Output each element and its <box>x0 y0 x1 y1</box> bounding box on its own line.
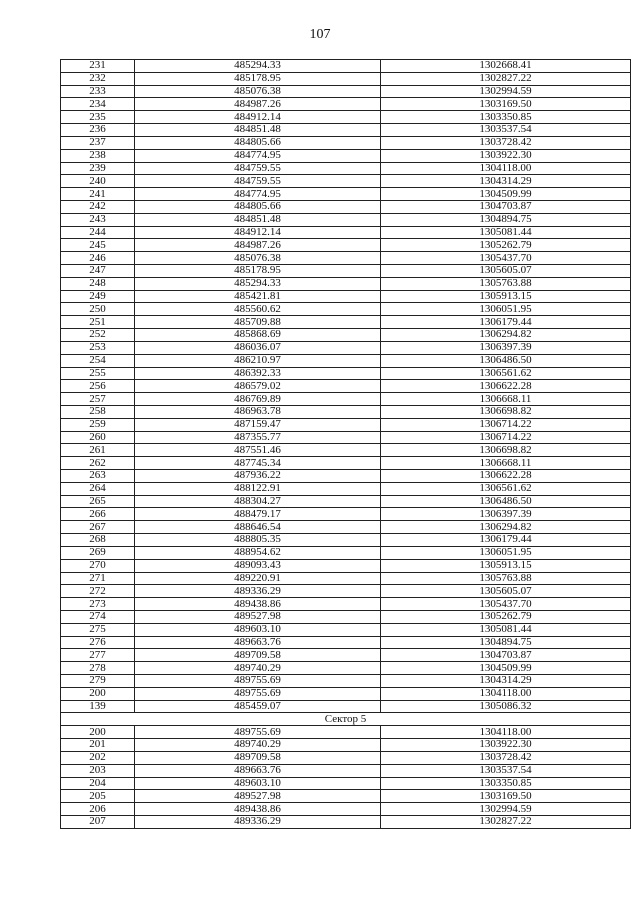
table-row <box>61 162 631 175</box>
table-row <box>61 726 631 739</box>
table-row <box>61 610 631 623</box>
y-coordinate: 1302668.41 <box>381 60 631 73</box>
page-number: 107 <box>309 27 331 42</box>
table-row <box>61 60 631 73</box>
y-coordinate: 1304314.29 <box>381 675 631 688</box>
y-coordinate: 1305086.32 <box>381 700 631 713</box>
point-number: 275 <box>61 623 135 636</box>
coordinates-table <box>60 59 631 829</box>
y-coordinate: 1305763.88 <box>381 277 631 290</box>
table-row <box>61 303 631 316</box>
y-coordinate: 1305605.07 <box>381 585 631 598</box>
table-row <box>61 265 631 278</box>
point-number: 264 <box>61 482 135 495</box>
x-coordinate: 487159.47 <box>135 418 381 431</box>
table-row <box>61 239 631 252</box>
x-coordinate: 488646.54 <box>135 521 381 534</box>
table-row <box>61 521 631 534</box>
x-coordinate: 487355.77 <box>135 431 381 444</box>
y-coordinate: 1304703.87 <box>381 649 631 662</box>
x-coordinate: 489709.58 <box>135 751 381 764</box>
table-row <box>61 136 631 149</box>
y-coordinate: 1305913.15 <box>381 290 631 303</box>
x-coordinate: 484805.66 <box>135 136 381 149</box>
point-number: 251 <box>61 316 135 329</box>
x-coordinate: 484912.14 <box>135 226 381 239</box>
y-coordinate: 1306179.44 <box>381 316 631 329</box>
y-coordinate: 1302827.22 <box>381 72 631 85</box>
x-coordinate: 489527.98 <box>135 610 381 623</box>
x-coordinate: 487551.46 <box>135 444 381 457</box>
point-number: 203 <box>61 764 135 777</box>
table-row <box>61 649 631 662</box>
y-coordinate: 1303537.54 <box>381 764 631 777</box>
table-row <box>61 111 631 124</box>
table-row <box>61 636 631 649</box>
table-row <box>61 623 631 636</box>
point-number: 272 <box>61 585 135 598</box>
point-number: 205 <box>61 790 135 803</box>
x-coordinate: 489755.69 <box>135 687 381 700</box>
point-number: 206 <box>61 803 135 816</box>
y-coordinate: 1305437.70 <box>381 598 631 611</box>
point-number: 253 <box>61 341 135 354</box>
point-number: 276 <box>61 636 135 649</box>
x-coordinate: 486036.07 <box>135 341 381 354</box>
y-coordinate: 1306179.44 <box>381 534 631 547</box>
y-coordinate: 1306714.22 <box>381 431 631 444</box>
y-coordinate: 1306622.28 <box>381 470 631 483</box>
x-coordinate: 489663.76 <box>135 636 381 649</box>
y-coordinate: 1306622.28 <box>381 380 631 393</box>
x-coordinate: 485560.62 <box>135 303 381 316</box>
point-number: 248 <box>61 277 135 290</box>
table-row <box>61 559 631 572</box>
table-row <box>61 393 631 406</box>
point-number: 238 <box>61 149 135 162</box>
table-row <box>61 598 631 611</box>
y-coordinate: 1306698.82 <box>381 405 631 418</box>
y-coordinate: 1302994.59 <box>381 803 631 816</box>
table-row <box>61 316 631 329</box>
x-coordinate: 489740.29 <box>135 739 381 752</box>
point-number: 244 <box>61 226 135 239</box>
x-coordinate: 486769.89 <box>135 393 381 406</box>
point-number: 256 <box>61 380 135 393</box>
y-coordinate: 1304509.99 <box>381 188 631 201</box>
point-number: 200 <box>61 726 135 739</box>
y-coordinate: 1303169.50 <box>381 790 631 803</box>
point-number: 242 <box>61 200 135 213</box>
table-row <box>61 803 631 816</box>
x-coordinate: 489755.69 <box>135 675 381 688</box>
y-coordinate: 1303537.54 <box>381 124 631 137</box>
point-number: 236 <box>61 124 135 137</box>
table-row <box>61 751 631 764</box>
table-row <box>61 546 631 559</box>
point-number: 243 <box>61 213 135 226</box>
x-coordinate: 485421.81 <box>135 290 381 303</box>
point-number: 202 <box>61 751 135 764</box>
table-row <box>61 585 631 598</box>
x-coordinate: 484805.66 <box>135 200 381 213</box>
point-number: 268 <box>61 534 135 547</box>
table-row <box>61 495 631 508</box>
point-number: 241 <box>61 188 135 201</box>
point-number: 259 <box>61 418 135 431</box>
table-row <box>61 213 631 226</box>
y-coordinate: 1306668.11 <box>381 393 631 406</box>
x-coordinate: 488304.27 <box>135 495 381 508</box>
table-row <box>61 534 631 547</box>
y-coordinate: 1306397.39 <box>381 508 631 521</box>
y-coordinate: 1305605.07 <box>381 265 631 278</box>
x-coordinate: 484912.14 <box>135 111 381 124</box>
point-number: 267 <box>61 521 135 534</box>
x-coordinate: 484774.95 <box>135 149 381 162</box>
x-coordinate: 488954.62 <box>135 546 381 559</box>
y-coordinate: 1306561.62 <box>381 482 631 495</box>
y-coordinate: 1302994.59 <box>381 85 631 98</box>
table-row <box>61 457 631 470</box>
table-row <box>61 662 631 675</box>
table-row <box>61 124 631 137</box>
x-coordinate: 486579.02 <box>135 380 381 393</box>
point-number: 255 <box>61 367 135 380</box>
y-coordinate: 1304703.87 <box>381 200 631 213</box>
table-row <box>61 72 631 85</box>
x-coordinate: 489527.98 <box>135 790 381 803</box>
x-coordinate: 487936.22 <box>135 470 381 483</box>
table-row <box>61 252 631 265</box>
y-coordinate: 1305437.70 <box>381 252 631 265</box>
point-number: 273 <box>61 598 135 611</box>
table-row <box>61 200 631 213</box>
y-coordinate: 1304894.75 <box>381 636 631 649</box>
x-coordinate: 484987.26 <box>135 98 381 111</box>
y-coordinate: 1303922.30 <box>381 739 631 752</box>
x-coordinate: 484851.48 <box>135 213 381 226</box>
point-number: 201 <box>61 739 135 752</box>
point-number: 207 <box>61 815 135 828</box>
y-coordinate: 1304314.29 <box>381 175 631 188</box>
y-coordinate: 1306051.95 <box>381 546 631 559</box>
point-number: 234 <box>61 98 135 111</box>
table-body-before <box>61 60 631 713</box>
point-number: 250 <box>61 303 135 316</box>
y-coordinate: 1306714.22 <box>381 418 631 431</box>
point-number: 245 <box>61 239 135 252</box>
table-row <box>61 470 631 483</box>
x-coordinate: 484851.48 <box>135 124 381 137</box>
table-row <box>61 380 631 393</box>
point-number: 235 <box>61 111 135 124</box>
x-coordinate: 484987.26 <box>135 239 381 252</box>
table-row <box>61 341 631 354</box>
y-coordinate: 1304118.00 <box>381 726 631 739</box>
x-coordinate: 489220.91 <box>135 572 381 585</box>
x-coordinate: 489093.43 <box>135 559 381 572</box>
x-coordinate: 484774.95 <box>135 188 381 201</box>
y-coordinate: 1305081.44 <box>381 226 631 239</box>
table-row <box>61 777 631 790</box>
sector-label: Сектор 5 <box>61 713 631 726</box>
y-coordinate: 1306698.82 <box>381 444 631 457</box>
x-coordinate: 485294.33 <box>135 277 381 290</box>
y-coordinate: 1306051.95 <box>381 303 631 316</box>
y-coordinate: 1305262.79 <box>381 610 631 623</box>
y-coordinate: 1304509.99 <box>381 662 631 675</box>
y-coordinate: 1306397.39 <box>381 341 631 354</box>
point-number: 249 <box>61 290 135 303</box>
x-coordinate: 486963.78 <box>135 405 381 418</box>
point-number: 237 <box>61 136 135 149</box>
x-coordinate: 489438.86 <box>135 803 381 816</box>
table-row <box>61 790 631 803</box>
sector-row <box>61 713 631 726</box>
y-coordinate: 1303350.85 <box>381 777 631 790</box>
table-row <box>61 98 631 111</box>
point-number: 200 <box>61 687 135 700</box>
x-coordinate: 488479.17 <box>135 508 381 521</box>
table-row <box>61 431 631 444</box>
sector-header-group <box>61 713 631 726</box>
point-number: 269 <box>61 546 135 559</box>
y-coordinate: 1305763.88 <box>381 572 631 585</box>
y-coordinate: 1306294.82 <box>381 521 631 534</box>
point-number: 266 <box>61 508 135 521</box>
point-number: 246 <box>61 252 135 265</box>
point-number: 247 <box>61 265 135 278</box>
table-row <box>61 764 631 777</box>
table-row <box>61 277 631 290</box>
point-number: 257 <box>61 393 135 406</box>
point-number: 270 <box>61 559 135 572</box>
table-row <box>61 739 631 752</box>
table-row <box>61 815 631 828</box>
y-coordinate: 1306561.62 <box>381 367 631 380</box>
point-number: 260 <box>61 431 135 444</box>
point-number: 262 <box>61 457 135 470</box>
point-number: 139 <box>61 700 135 713</box>
point-number: 232 <box>61 72 135 85</box>
y-coordinate: 1302827.22 <box>381 815 631 828</box>
x-coordinate: 485076.38 <box>135 85 381 98</box>
x-coordinate: 488805.35 <box>135 534 381 547</box>
table-row <box>61 226 631 239</box>
point-number: 261 <box>61 444 135 457</box>
point-number: 254 <box>61 354 135 367</box>
x-coordinate: 485076.38 <box>135 252 381 265</box>
x-coordinate: 486392.33 <box>135 367 381 380</box>
x-coordinate: 485294.33 <box>135 60 381 73</box>
point-number: 233 <box>61 85 135 98</box>
x-coordinate: 485459.07 <box>135 700 381 713</box>
x-coordinate: 489336.29 <box>135 585 381 598</box>
table-row <box>61 367 631 380</box>
table-row <box>61 188 631 201</box>
y-coordinate: 1305081.44 <box>381 623 631 636</box>
point-number: 277 <box>61 649 135 662</box>
point-number: 278 <box>61 662 135 675</box>
x-coordinate: 489755.69 <box>135 726 381 739</box>
x-coordinate: 489663.76 <box>135 764 381 777</box>
x-coordinate: 489603.10 <box>135 623 381 636</box>
x-coordinate: 485178.95 <box>135 72 381 85</box>
table-row <box>61 175 631 188</box>
table-row <box>61 444 631 457</box>
x-coordinate: 489709.58 <box>135 649 381 662</box>
table-row <box>61 418 631 431</box>
point-number: 279 <box>61 675 135 688</box>
table-row <box>61 508 631 521</box>
y-coordinate: 1303922.30 <box>381 149 631 162</box>
point-number: 274 <box>61 610 135 623</box>
y-coordinate: 1305262.79 <box>381 239 631 252</box>
table-row <box>61 687 631 700</box>
x-coordinate: 484759.55 <box>135 162 381 175</box>
table-row <box>61 149 631 162</box>
point-number: 239 <box>61 162 135 175</box>
y-coordinate: 1303350.85 <box>381 111 631 124</box>
table-row <box>61 290 631 303</box>
table-row <box>61 405 631 418</box>
y-coordinate: 1304118.00 <box>381 687 631 700</box>
x-coordinate: 488122.91 <box>135 482 381 495</box>
x-coordinate: 485709.88 <box>135 316 381 329</box>
x-coordinate: 487745.34 <box>135 457 381 470</box>
x-coordinate: 484759.55 <box>135 175 381 188</box>
y-coordinate: 1304894.75 <box>381 213 631 226</box>
point-number: 265 <box>61 495 135 508</box>
point-number: 252 <box>61 329 135 342</box>
table-row <box>61 354 631 367</box>
y-coordinate: 1306486.50 <box>381 354 631 367</box>
table-row <box>61 482 631 495</box>
y-coordinate: 1306668.11 <box>381 457 631 470</box>
point-number: 263 <box>61 470 135 483</box>
y-coordinate: 1303169.50 <box>381 98 631 111</box>
point-number: 231 <box>61 60 135 73</box>
point-number: 271 <box>61 572 135 585</box>
table-row <box>61 675 631 688</box>
x-coordinate: 485178.95 <box>135 265 381 278</box>
point-number: 240 <box>61 175 135 188</box>
table-row <box>61 85 631 98</box>
table-row <box>61 329 631 342</box>
x-coordinate: 486210.97 <box>135 354 381 367</box>
y-coordinate: 1304118.00 <box>381 162 631 175</box>
y-coordinate: 1306486.50 <box>381 495 631 508</box>
x-coordinate: 489438.86 <box>135 598 381 611</box>
y-coordinate: 1303728.42 <box>381 751 631 764</box>
point-number: 204 <box>61 777 135 790</box>
x-coordinate: 489336.29 <box>135 815 381 828</box>
y-coordinate: 1306294.82 <box>381 329 631 342</box>
table-row <box>61 572 631 585</box>
table-row <box>61 700 631 713</box>
x-coordinate: 485868.69 <box>135 329 381 342</box>
table-body-after <box>61 726 631 829</box>
point-number: 258 <box>61 405 135 418</box>
x-coordinate: 489740.29 <box>135 662 381 675</box>
x-coordinate: 489603.10 <box>135 777 381 790</box>
y-coordinate: 1303728.42 <box>381 136 631 149</box>
y-coordinate: 1305913.15 <box>381 559 631 572</box>
